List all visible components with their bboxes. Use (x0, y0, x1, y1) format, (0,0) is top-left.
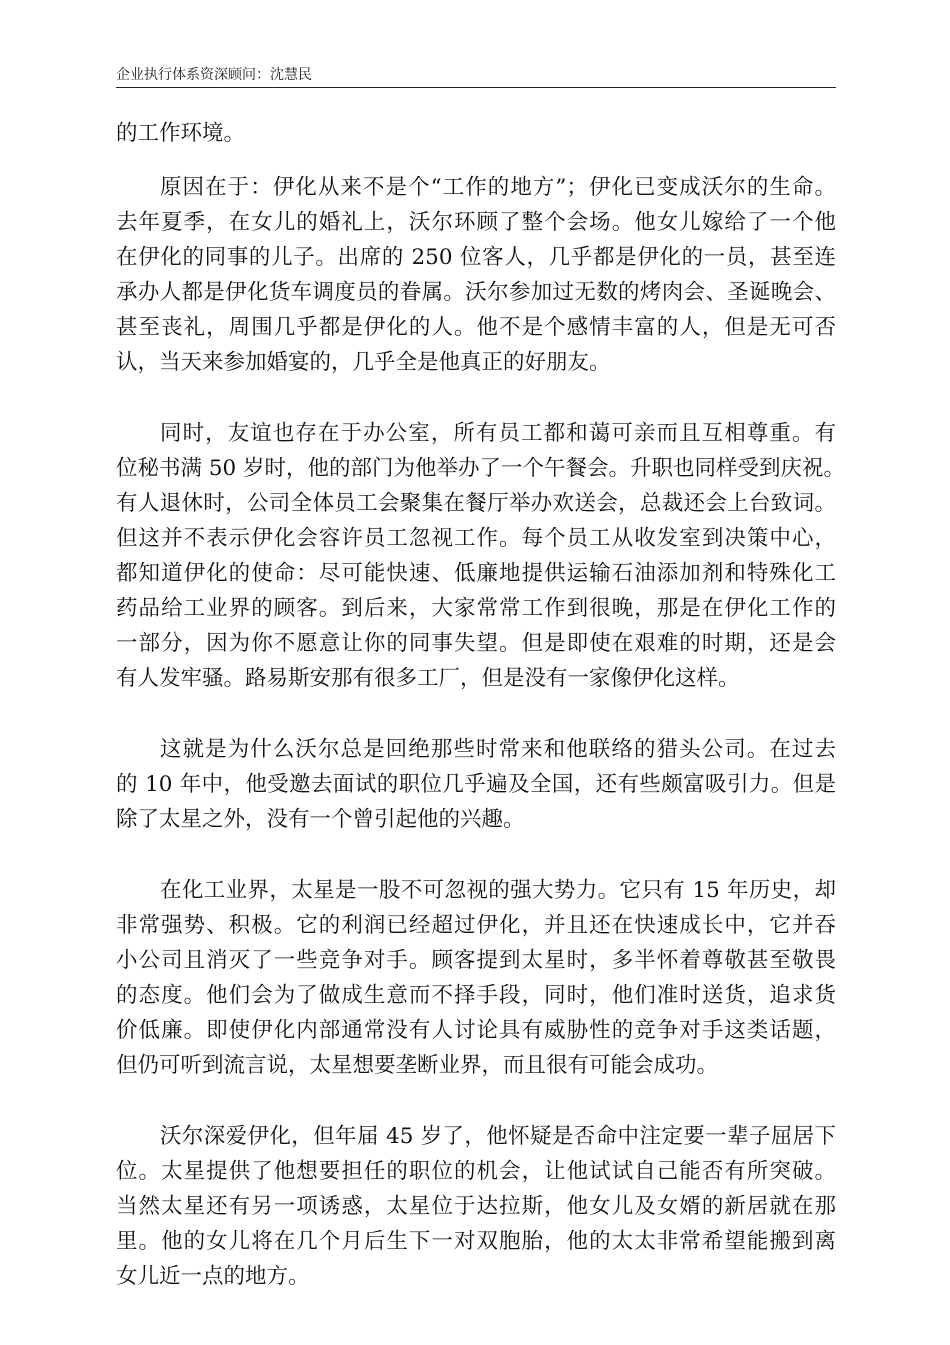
text-line: 的 10 年中，他受邀去面试的职位几乎遍及全国，还有些颇富吸引力。但是 (116, 772, 836, 797)
text-line: 药品给工业界的顾客。到后来，大家常常工作到很晚，那是在伊化工作的 (116, 596, 836, 621)
text-line: 有人退休时，公司全体员工会聚集在餐厅举办欢送会，总裁还会上台致词。 (116, 491, 836, 516)
text-line: 甚至丧礼，周围几乎都是伊化的人。他不是个感情丰富的人，但是无可否 (116, 315, 836, 340)
text-line: 在化工业界，太星是一股不可忽视的强大势力。它只有 15 年历史，却 (160, 878, 836, 903)
text-line: 价低廉。即使伊化内部通常没有人讨论具有威胁性的竞争对手这类话题， (116, 1018, 836, 1043)
paragraph (116, 873, 836, 1083)
text-line: 有人发牢骚。路易斯安那有很多工厂，但是没有一家像伊化这样。 (116, 666, 740, 691)
text-line: 去年夏季，在女儿的婚礼上，沃尔环顾了整个会场。他女儿嫁给了一个他 (116, 210, 836, 235)
header-rule (116, 87, 836, 88)
text-line: 但这并不表示伊化会容许员工忽视工作。每个员工从收发室到决策中心， (116, 526, 836, 551)
text-line: 认，当天来参加婚宴的，几乎全是他真正的好朋友。 (116, 350, 611, 375)
running-header: 企业执行体系资深顾问：沈慧民 (116, 67, 312, 83)
text-line: 除了太星之外，没有一个曾引起他的兴趣。 (116, 807, 525, 832)
text-line: 一部分，因为你不愿意让你的同事失望。但是即使在艰难的时期，还是会 (116, 631, 836, 656)
text-line: 这就是为什么沃尔总是回绝那些时常来和他联络的猎头公司。在过去 (160, 737, 836, 762)
text-line: 非常强势、积极。它的利润已经超过伊化，并且还在快速成长中，它并吞 (116, 913, 836, 938)
text-line: 位。太星提供了他想要担任的职位的机会，让他试试自己能否有所突破。 (116, 1159, 836, 1184)
text-line: 女儿近一点的地方。 (116, 1264, 310, 1289)
text-line: 小公司且消灭了一些竞争对手。顾客提到太星时，多半怀着尊敬甚至敬畏 (116, 948, 836, 973)
text-line: 沃尔深爱伊化，但年届 45 岁了，他怀疑是否命中注定要一辈子屈居下 (160, 1124, 836, 1149)
paragraph (116, 416, 846, 696)
text-line: 同时，友谊也存在于办公室，所有员工都和蔼可亲而且互相尊重。有 (160, 421, 836, 446)
text-line: 当然太星还有另一项诱惑，太星位于达拉斯，他女儿及女婿的新居就在那 (116, 1194, 836, 1219)
paragraph (116, 116, 836, 151)
text-line: 在伊化的同事的儿子。出席的 250 位客人，几乎都是伊化的一员，甚至连 (116, 245, 836, 270)
text-line: 承办人都是伊化货车调度员的眷属。沃尔参加过无数的烤肉会、圣诞晚会、 (116, 280, 836, 305)
text-line: 都知道伊化的使命：尽可能快速、低廉地提供运输石油添加剂和特殊化工 (116, 561, 836, 586)
paragraph (116, 1119, 836, 1294)
text-line: 的态度。他们会为了做成生意而不择手段，同时，他们准时送货，追求货 (116, 983, 836, 1008)
text-line: 的工作环境。 (116, 121, 246, 146)
document-body (116, 116, 846, 1330)
text-line: 位秘书满 50 岁时，他的部门为他举办了一个午餐会。升职也同样受到庆祝。 (116, 456, 846, 481)
paragraph (116, 732, 836, 837)
text-line: 原因在于：伊化从来不是个“工作的地方”；伊化已变成沃尔的生命。 (160, 175, 836, 200)
text-line: 但仍可听到流言说，太星想要垄断业界，而且很有可能会成功。 (116, 1053, 719, 1078)
text-line: 里。他的女儿将在几个月后生下一对双胞胎，他的太太非常希望能搬到离 (116, 1229, 836, 1254)
paragraph (116, 170, 836, 380)
